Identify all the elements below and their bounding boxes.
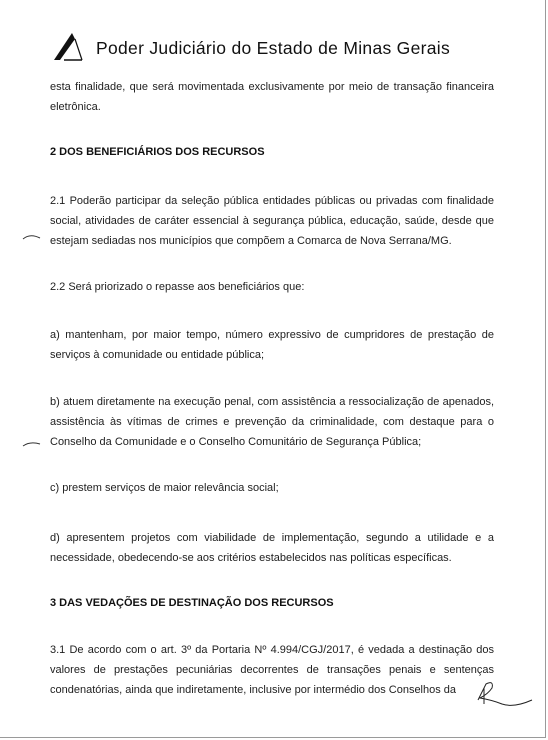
section-heading-2: 2 DOS BENEFICIÁRIOS DOS RECURSOS [50, 146, 265, 158]
paragraph-2-1: 2.1 Poderão participar da seleção pública entidades públicas ou privadas com finalidade social, atividades de caráter essencial à segurança pública, educação, saúde, desde que estejam sediadas nos municípios que compõem a Comarca de Nova Serrana/MG. [50, 195, 494, 247]
paragraph-item-c: c) prestem serviços de maior relevância social; [50, 482, 279, 494]
paragraph-2-2: 2.2 Será priorizado o repasse aos beneficiários que: [50, 281, 305, 293]
triangle-logo-icon [50, 30, 86, 64]
paragraph-intro: esta finalidade, que será movimentada exclusivamente por meio de transação financeira eletrônica. [50, 81, 494, 113]
paragraph-3-1: 3.1 De acordo com o art. 3º da Portaria Nº 4.994/CGJ/2017, é vedada a destinação dos valores de prestações pecuniárias decorrentes de transações penais e sentenças condenatórias, ainda que indiretamente, inclusive por intermédio dos Conselhos da [50, 644, 494, 696]
paragraph-item-a: a) mantenham, por maior tempo, número expressivo de cumpridores de prestação de serviços à comunidade ou entidade pública; [50, 329, 494, 361]
margin-mark [22, 440, 42, 448]
paragraph-item-d: d) apresentem projetos com viabilidade de implementação, segundo a utilidade e a necessidade, obedecendo-se aos critérios estabelecidos nas políticas específicas. [50, 532, 494, 564]
margin-mark [22, 233, 42, 241]
paragraph-item-b: b) atuem diretamente na execução penal, com assistência a ressocialização de apenados, assistência às vítimas de crimes e prevenção da criminalidade, com destaque para o Conselho da Comunidade e o Conselho Comunitário de Segurança Pública; [50, 396, 494, 448]
section-heading-3: 3 DAS VEDAÇÕES DE DESTINAÇÃO DOS RECURSOS [50, 597, 334, 609]
header-title: Poder Judiciário do Estado de Minas Gerais [96, 38, 451, 58]
page-header [50, 30, 520, 70]
handwritten-initials [474, 678, 534, 712]
